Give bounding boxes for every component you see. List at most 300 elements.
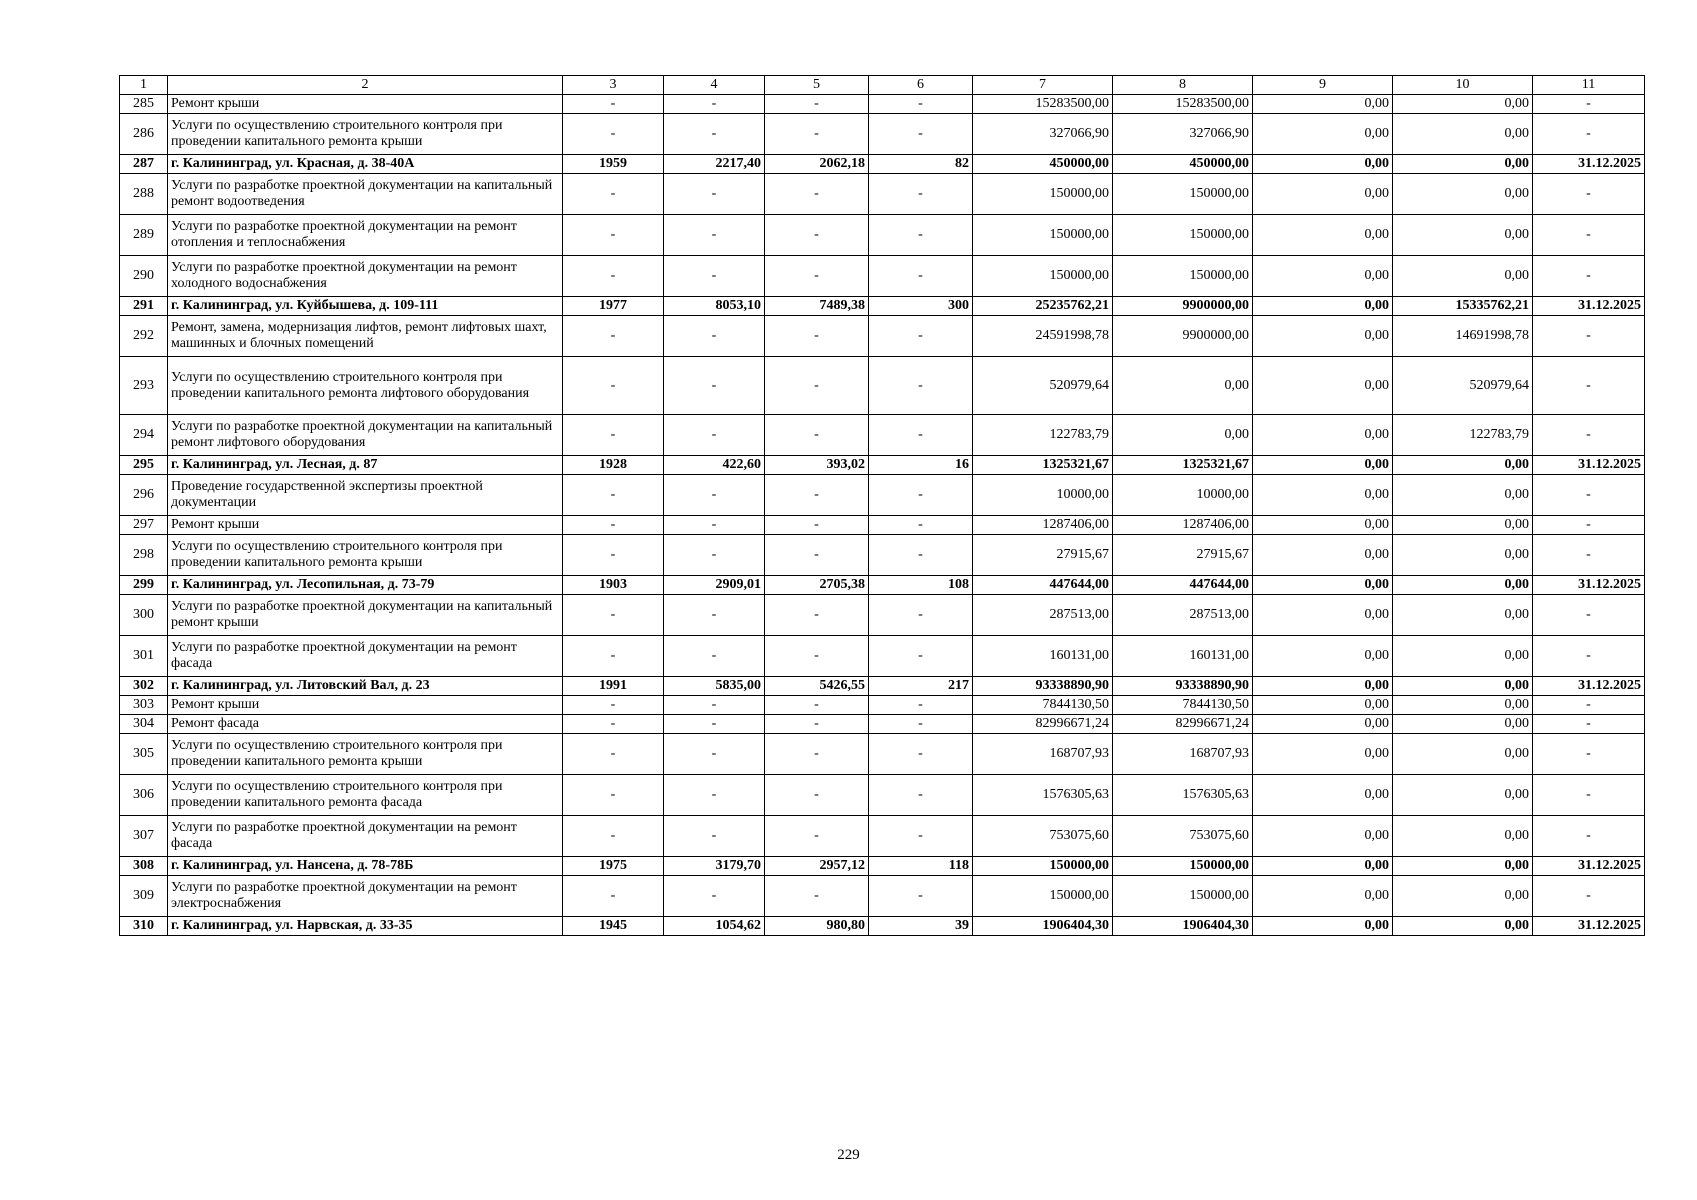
year-built-cell: - [563, 114, 664, 155]
cost-col-10-cell: 122783,79 [1393, 415, 1533, 456]
row-description-cell: Услуги по разработке проектной документации на ремонт электроснабжения [168, 876, 563, 917]
living-area-cell: 2705,38 [765, 576, 869, 595]
row-number-cell: 299 [120, 576, 168, 595]
living-area-cell: - [765, 535, 869, 576]
total-cost-cell: 150000,00 [973, 876, 1113, 917]
cost-col-9-cell: 0,00 [1253, 715, 1393, 734]
year-built-cell: 1945 [563, 917, 664, 936]
total-cost-cell: 24591998,78 [973, 316, 1113, 357]
total-cost-cell: 160131,00 [973, 636, 1113, 677]
cost-col-9-cell: 0,00 [1253, 174, 1393, 215]
cost-col-9-cell: 0,00 [1253, 316, 1393, 357]
completion-date-cell: - [1533, 715, 1645, 734]
work-row [120, 174, 1645, 215]
row-description-cell: Ремонт фасада [168, 715, 563, 734]
residents-count-cell: - [869, 316, 973, 357]
living-area-cell: - [765, 715, 869, 734]
row-number-cell: 291 [120, 297, 168, 316]
cost-col-10-cell: 14691998,78 [1393, 316, 1533, 357]
residents-count-cell: - [869, 595, 973, 636]
cost-col-10-cell: 0,00 [1393, 816, 1533, 857]
total-cost-cell: 122783,79 [973, 415, 1113, 456]
residents-count-cell: 82 [869, 155, 973, 174]
cost-col-8-cell: 150000,00 [1113, 256, 1253, 297]
total-area-cell: 2217,40 [664, 155, 765, 174]
cost-col-10-cell: 0,00 [1393, 636, 1533, 677]
completion-date-cell: - [1533, 636, 1645, 677]
total-area-cell: - [664, 636, 765, 677]
row-number-cell: 293 [120, 357, 168, 415]
row-number-cell: 308 [120, 857, 168, 876]
cost-col-9-cell: 0,00 [1253, 114, 1393, 155]
cost-col-10-cell: 0,00 [1393, 734, 1533, 775]
cost-col-10-cell: 0,00 [1393, 95, 1533, 114]
total-cost-cell: 82996671,24 [973, 715, 1113, 734]
completion-date-cell: - [1533, 734, 1645, 775]
cost-col-9-cell: 0,00 [1253, 297, 1393, 316]
cost-col-10-cell: 0,00 [1393, 155, 1533, 174]
cost-col-9-cell: 0,00 [1253, 917, 1393, 936]
residents-count-cell: - [869, 734, 973, 775]
residents-count-cell: 300 [869, 297, 973, 316]
residents-count-cell: 108 [869, 576, 973, 595]
cost-col-10-cell: 0,00 [1393, 456, 1533, 475]
completion-date-cell: - [1533, 215, 1645, 256]
cost-col-8-cell: 0,00 [1113, 415, 1253, 456]
total-cost-cell: 25235762,21 [973, 297, 1113, 316]
work-row [120, 775, 1645, 816]
row-number-cell: 307 [120, 816, 168, 857]
cost-col-8-cell: 753075,60 [1113, 816, 1253, 857]
cost-col-9-cell: 0,00 [1253, 456, 1393, 475]
total-area-cell: - [664, 734, 765, 775]
year-built-cell: - [563, 876, 664, 917]
cost-col-9-cell: 0,00 [1253, 734, 1393, 775]
completion-date-cell: 31.12.2025 [1533, 456, 1645, 475]
living-area-cell: 5426,55 [765, 677, 869, 696]
row-number-cell: 294 [120, 415, 168, 456]
row-number-cell: 301 [120, 636, 168, 677]
cost-col-10-cell: 0,00 [1393, 677, 1533, 696]
total-cost-cell: 150000,00 [973, 857, 1113, 876]
row-number-cell: 297 [120, 516, 168, 535]
total-cost-cell: 1325321,67 [973, 456, 1113, 475]
document-sheet [119, 75, 1645, 936]
residents-count-cell: - [869, 775, 973, 816]
header-cell-col-1: 1 [120, 76, 168, 95]
living-area-cell: - [765, 636, 869, 677]
header-cell-col-11: 11 [1533, 76, 1645, 95]
year-built-cell: - [563, 715, 664, 734]
living-area-cell: 2062,18 [765, 155, 869, 174]
cost-col-10-cell: 0,00 [1393, 857, 1533, 876]
row-description-cell: г. Калининград, ул. Красная, д. 38-40А [168, 155, 563, 174]
total-area-cell: - [664, 595, 765, 636]
work-row [120, 535, 1645, 576]
cost-col-10-cell: 0,00 [1393, 576, 1533, 595]
completion-date-cell: - [1533, 114, 1645, 155]
work-row [120, 696, 1645, 715]
completion-date-cell: - [1533, 95, 1645, 114]
row-description-cell: г. Калининград, ул. Нансена, д. 78-78Б [168, 857, 563, 876]
total-cost-cell: 1287406,00 [973, 516, 1113, 535]
cost-col-8-cell: 150000,00 [1113, 174, 1253, 215]
cost-col-9-cell: 0,00 [1253, 215, 1393, 256]
residents-count-cell: - [869, 114, 973, 155]
cost-col-8-cell: 150000,00 [1113, 857, 1253, 876]
total-area-cell: - [664, 316, 765, 357]
living-area-cell: - [765, 595, 869, 636]
residents-count-cell: - [869, 415, 973, 456]
total-cost-cell: 10000,00 [973, 475, 1113, 516]
completion-date-cell: - [1533, 816, 1645, 857]
cost-col-10-cell: 0,00 [1393, 775, 1533, 816]
header-cell-col-3: 3 [563, 76, 664, 95]
cost-col-8-cell: 0,00 [1113, 357, 1253, 415]
cost-col-8-cell: 1906404,30 [1113, 917, 1253, 936]
total-area-cell: - [664, 357, 765, 415]
living-area-cell: - [765, 415, 869, 456]
work-row [120, 95, 1645, 114]
total-cost-cell: 450000,00 [973, 155, 1113, 174]
total-area-cell: 8053,10 [664, 297, 765, 316]
completion-date-cell: - [1533, 696, 1645, 715]
living-area-cell: - [765, 816, 869, 857]
cost-col-8-cell: 150000,00 [1113, 876, 1253, 917]
work-row [120, 415, 1645, 456]
row-description-cell: Услуги по разработке проектной документации на капитальный ремонт лифтового оборудования [168, 415, 563, 456]
header-cell-col-7: 7 [973, 76, 1113, 95]
living-area-cell: - [765, 174, 869, 215]
work-row [120, 516, 1645, 535]
residents-count-cell: - [869, 357, 973, 415]
row-number-cell: 303 [120, 696, 168, 715]
cost-col-10-cell: 0,00 [1393, 114, 1533, 155]
completion-date-cell: - [1533, 535, 1645, 576]
year-built-cell: 1959 [563, 155, 664, 174]
cost-col-8-cell: 93338890,90 [1113, 677, 1253, 696]
total-cost-cell: 447644,00 [973, 576, 1113, 595]
header-cell-col-5: 5 [765, 76, 869, 95]
cost-col-10-cell: 0,00 [1393, 715, 1533, 734]
cost-col-8-cell: 1576305,63 [1113, 775, 1253, 816]
row-number-cell: 304 [120, 715, 168, 734]
work-row [120, 636, 1645, 677]
residents-count-cell: 39 [869, 917, 973, 936]
total-area-cell: - [664, 475, 765, 516]
work-row [120, 816, 1645, 857]
completion-date-cell: - [1533, 415, 1645, 456]
residents-count-cell: - [869, 816, 973, 857]
living-area-cell: 393,02 [765, 456, 869, 475]
total-area-cell: - [664, 775, 765, 816]
total-area-cell: - [664, 256, 765, 297]
row-description-cell: г. Калининград, ул. Литовский Вал, д. 23 [168, 677, 563, 696]
total-cost-cell: 327066,90 [973, 114, 1113, 155]
cost-col-8-cell: 168707,93 [1113, 734, 1253, 775]
row-description-cell: Услуги по осуществлению строительного контроля при проведении капитального ремонта фасада [168, 775, 563, 816]
total-area-cell: - [664, 174, 765, 215]
address-row [120, 155, 1645, 174]
cost-col-10-cell: 0,00 [1393, 475, 1533, 516]
cost-col-8-cell: 15283500,00 [1113, 95, 1253, 114]
living-area-cell: - [765, 114, 869, 155]
cost-col-9-cell: 0,00 [1253, 876, 1393, 917]
cost-col-10-cell: 0,00 [1393, 215, 1533, 256]
residents-count-cell: - [869, 715, 973, 734]
row-number-cell: 306 [120, 775, 168, 816]
completion-date-cell: - [1533, 316, 1645, 357]
cost-col-9-cell: 0,00 [1253, 696, 1393, 715]
year-built-cell: - [563, 256, 664, 297]
year-built-cell: - [563, 734, 664, 775]
total-area-cell: 3179,70 [664, 857, 765, 876]
residents-count-cell: - [869, 174, 973, 215]
cost-col-8-cell: 450000,00 [1113, 155, 1253, 174]
row-number-cell: 292 [120, 316, 168, 357]
cost-col-8-cell: 27915,67 [1113, 535, 1253, 576]
residents-count-cell: - [869, 696, 973, 715]
total-area-cell: - [664, 215, 765, 256]
total-cost-cell: 7844130,50 [973, 696, 1113, 715]
residents-count-cell: 16 [869, 456, 973, 475]
total-area-cell: 1054,62 [664, 917, 765, 936]
row-number-cell: 310 [120, 917, 168, 936]
year-built-cell: 1977 [563, 297, 664, 316]
living-area-cell: - [765, 215, 869, 256]
cost-col-10-cell: 0,00 [1393, 696, 1533, 715]
cost-col-8-cell: 10000,00 [1113, 475, 1253, 516]
living-area-cell: 980,80 [765, 917, 869, 936]
living-area-cell: - [765, 357, 869, 415]
cost-col-9-cell: 0,00 [1253, 576, 1393, 595]
total-cost-cell: 150000,00 [973, 256, 1113, 297]
header-cell-col-10: 10 [1393, 76, 1533, 95]
completion-date-cell: - [1533, 357, 1645, 415]
completion-date-cell: - [1533, 516, 1645, 535]
address-row [120, 857, 1645, 876]
work-row [120, 256, 1645, 297]
completion-date-cell: 31.12.2025 [1533, 857, 1645, 876]
year-built-cell: - [563, 215, 664, 256]
year-built-cell: - [563, 95, 664, 114]
row-description-cell: г. Калининград, ул. Лесопильная, д. 73-79 [168, 576, 563, 595]
row-description-cell: Услуги по разработке проектной документации на ремонт фасада [168, 636, 563, 677]
residents-count-cell: - [869, 535, 973, 576]
row-description-cell: Услуги по разработке проектной документации на ремонт фасада [168, 816, 563, 857]
cost-col-10-cell: 0,00 [1393, 516, 1533, 535]
work-row [120, 715, 1645, 734]
completion-date-cell: - [1533, 174, 1645, 215]
cost-col-8-cell: 7844130,50 [1113, 696, 1253, 715]
row-description-cell: Услуги по разработке проектной документации на ремонт отопления и теплоснабжения [168, 215, 563, 256]
living-area-cell: - [765, 775, 869, 816]
total-cost-cell: 27915,67 [973, 535, 1113, 576]
header-cell-col-4: 4 [664, 76, 765, 95]
total-area-cell: 422,60 [664, 456, 765, 475]
cost-col-10-cell: 520979,64 [1393, 357, 1533, 415]
residents-count-cell: 118 [869, 857, 973, 876]
completion-date-cell: 31.12.2025 [1533, 155, 1645, 174]
row-description-cell: Услуги по разработке проектной документации на капитальный ремонт водоотведения [168, 174, 563, 215]
work-row [120, 316, 1645, 357]
row-number-cell: 302 [120, 677, 168, 696]
row-description-cell: Услуги по осуществлению строительного контроля при проведении капитального ремонта крыши [168, 114, 563, 155]
living-area-cell: - [765, 876, 869, 917]
total-area-cell: - [664, 95, 765, 114]
header-cell-col-2: 2 [168, 76, 563, 95]
residents-count-cell: 217 [869, 677, 973, 696]
year-built-cell: - [563, 516, 664, 535]
total-area-cell: - [664, 114, 765, 155]
cost-col-8-cell: 82996671,24 [1113, 715, 1253, 734]
row-description-cell: Услуги по осуществлению строительного контроля при проведении капитального ремонта крыши [168, 535, 563, 576]
cost-col-9-cell: 0,00 [1253, 857, 1393, 876]
cost-col-8-cell: 1325321,67 [1113, 456, 1253, 475]
living-area-cell: - [765, 475, 869, 516]
completion-date-cell: - [1533, 876, 1645, 917]
cost-col-8-cell: 9900000,00 [1113, 297, 1253, 316]
completion-date-cell: - [1533, 595, 1645, 636]
year-built-cell: - [563, 595, 664, 636]
work-row [120, 475, 1645, 516]
row-number-cell: 300 [120, 595, 168, 636]
cost-col-8-cell: 9900000,00 [1113, 316, 1253, 357]
cost-col-9-cell: 0,00 [1253, 816, 1393, 857]
row-description-cell: Проведение государственной экспертизы проектной документации [168, 475, 563, 516]
row-number-cell: 289 [120, 215, 168, 256]
work-row [120, 357, 1645, 415]
cost-col-9-cell: 0,00 [1253, 475, 1393, 516]
living-area-cell: - [765, 734, 869, 775]
cost-col-9-cell: 0,00 [1253, 357, 1393, 415]
cost-col-9-cell: 0,00 [1253, 95, 1393, 114]
cost-col-9-cell: 0,00 [1253, 595, 1393, 636]
row-number-cell: 295 [120, 456, 168, 475]
residents-count-cell: - [869, 256, 973, 297]
total-area-cell: - [664, 415, 765, 456]
living-area-cell: - [765, 95, 869, 114]
year-built-cell: - [563, 316, 664, 357]
year-built-cell: - [563, 696, 664, 715]
living-area-cell: - [765, 516, 869, 535]
row-description-cell: Ремонт крыши [168, 516, 563, 535]
total-area-cell: - [664, 696, 765, 715]
living-area-cell: - [765, 696, 869, 715]
header-cell-col-6: 6 [869, 76, 973, 95]
cost-col-10-cell: 0,00 [1393, 595, 1533, 636]
year-built-cell: 1975 [563, 857, 664, 876]
total-cost-cell: 93338890,90 [973, 677, 1113, 696]
year-built-cell: - [563, 475, 664, 516]
work-row [120, 876, 1645, 917]
row-number-cell: 296 [120, 475, 168, 516]
completion-date-cell: 31.12.2025 [1533, 917, 1645, 936]
cost-col-8-cell: 327066,90 [1113, 114, 1253, 155]
total-cost-cell: 150000,00 [973, 215, 1113, 256]
address-row [120, 917, 1645, 936]
address-row [120, 297, 1645, 316]
work-row [120, 595, 1645, 636]
completion-date-cell: - [1533, 775, 1645, 816]
residents-count-cell: - [869, 516, 973, 535]
row-number-cell: 305 [120, 734, 168, 775]
year-built-cell: - [563, 535, 664, 576]
row-description-cell: Ремонт, замена, модернизация лифтов, ремонт лифтовых шахт, машинных и блочных помещений [168, 316, 563, 357]
header-cell-col-8: 8 [1113, 76, 1253, 95]
row-number-cell: 290 [120, 256, 168, 297]
total-area-cell: - [664, 535, 765, 576]
row-description-cell: г. Калининград, ул. Лесная, д. 87 [168, 456, 563, 475]
page-number: 229 [837, 1147, 860, 1163]
total-area-cell: - [664, 876, 765, 917]
cost-col-9-cell: 0,00 [1253, 256, 1393, 297]
living-area-cell: - [765, 316, 869, 357]
total-cost-cell: 150000,00 [973, 174, 1113, 215]
work-row [120, 734, 1645, 775]
row-description-cell: г. Калининград, ул. Нарвская, д. 33-35 [168, 917, 563, 936]
row-description-cell: г. Калининград, ул. Куйбышева, д. 109-111 [168, 297, 563, 316]
cost-col-8-cell: 150000,00 [1113, 215, 1253, 256]
row-description-cell: Ремонт крыши [168, 95, 563, 114]
row-number-cell: 288 [120, 174, 168, 215]
residents-count-cell: - [869, 876, 973, 917]
work-row [120, 215, 1645, 256]
total-area-cell: 5835,00 [664, 677, 765, 696]
total-area-cell: - [664, 816, 765, 857]
total-cost-cell: 520979,64 [973, 357, 1113, 415]
row-number-cell: 298 [120, 535, 168, 576]
total-cost-cell: 168707,93 [973, 734, 1113, 775]
cost-col-8-cell: 447644,00 [1113, 576, 1253, 595]
row-number-cell: 287 [120, 155, 168, 174]
residents-count-cell: - [869, 475, 973, 516]
row-number-cell: 286 [120, 114, 168, 155]
row-description-cell: Услуги по разработке проектной документации на капитальный ремонт крыши [168, 595, 563, 636]
year-built-cell: 1928 [563, 456, 664, 475]
total-cost-cell: 753075,60 [973, 816, 1113, 857]
cost-col-10-cell: 15335762,21 [1393, 297, 1533, 316]
total-cost-cell: 15283500,00 [973, 95, 1113, 114]
residents-count-cell: - [869, 215, 973, 256]
row-description-cell: Услуги по осуществлению строительного контроля при проведении капитального ремонта лифтового оборудования [168, 357, 563, 415]
year-built-cell: - [563, 357, 664, 415]
completion-date-cell: - [1533, 475, 1645, 516]
total-area-cell: 2909,01 [664, 576, 765, 595]
row-description-cell: Ремонт крыши [168, 696, 563, 715]
row-number-cell: 285 [120, 95, 168, 114]
row-description-cell: Услуги по осуществлению строительного контроля при проведении капитального ремонта крыши [168, 734, 563, 775]
cost-col-10-cell: 0,00 [1393, 876, 1533, 917]
total-cost-cell: 1576305,63 [973, 775, 1113, 816]
total-cost-cell: 287513,00 [973, 595, 1113, 636]
row-description-cell: Услуги по разработке проектной документации на ремонт холодного водоснабжения [168, 256, 563, 297]
living-area-cell: 7489,38 [765, 297, 869, 316]
row-number-cell: 309 [120, 876, 168, 917]
year-built-cell: - [563, 174, 664, 215]
cost-col-8-cell: 1287406,00 [1113, 516, 1253, 535]
work-row [120, 114, 1645, 155]
living-area-cell: 2957,12 [765, 857, 869, 876]
cost-col-10-cell: 0,00 [1393, 535, 1533, 576]
completion-date-cell: 31.12.2025 [1533, 297, 1645, 316]
total-cost-cell: 1906404,30 [973, 917, 1113, 936]
year-built-cell: - [563, 636, 664, 677]
residents-count-cell: - [869, 95, 973, 114]
year-built-cell: - [563, 816, 664, 857]
completion-date-cell: 31.12.2025 [1533, 576, 1645, 595]
completion-date-cell: 31.12.2025 [1533, 677, 1645, 696]
